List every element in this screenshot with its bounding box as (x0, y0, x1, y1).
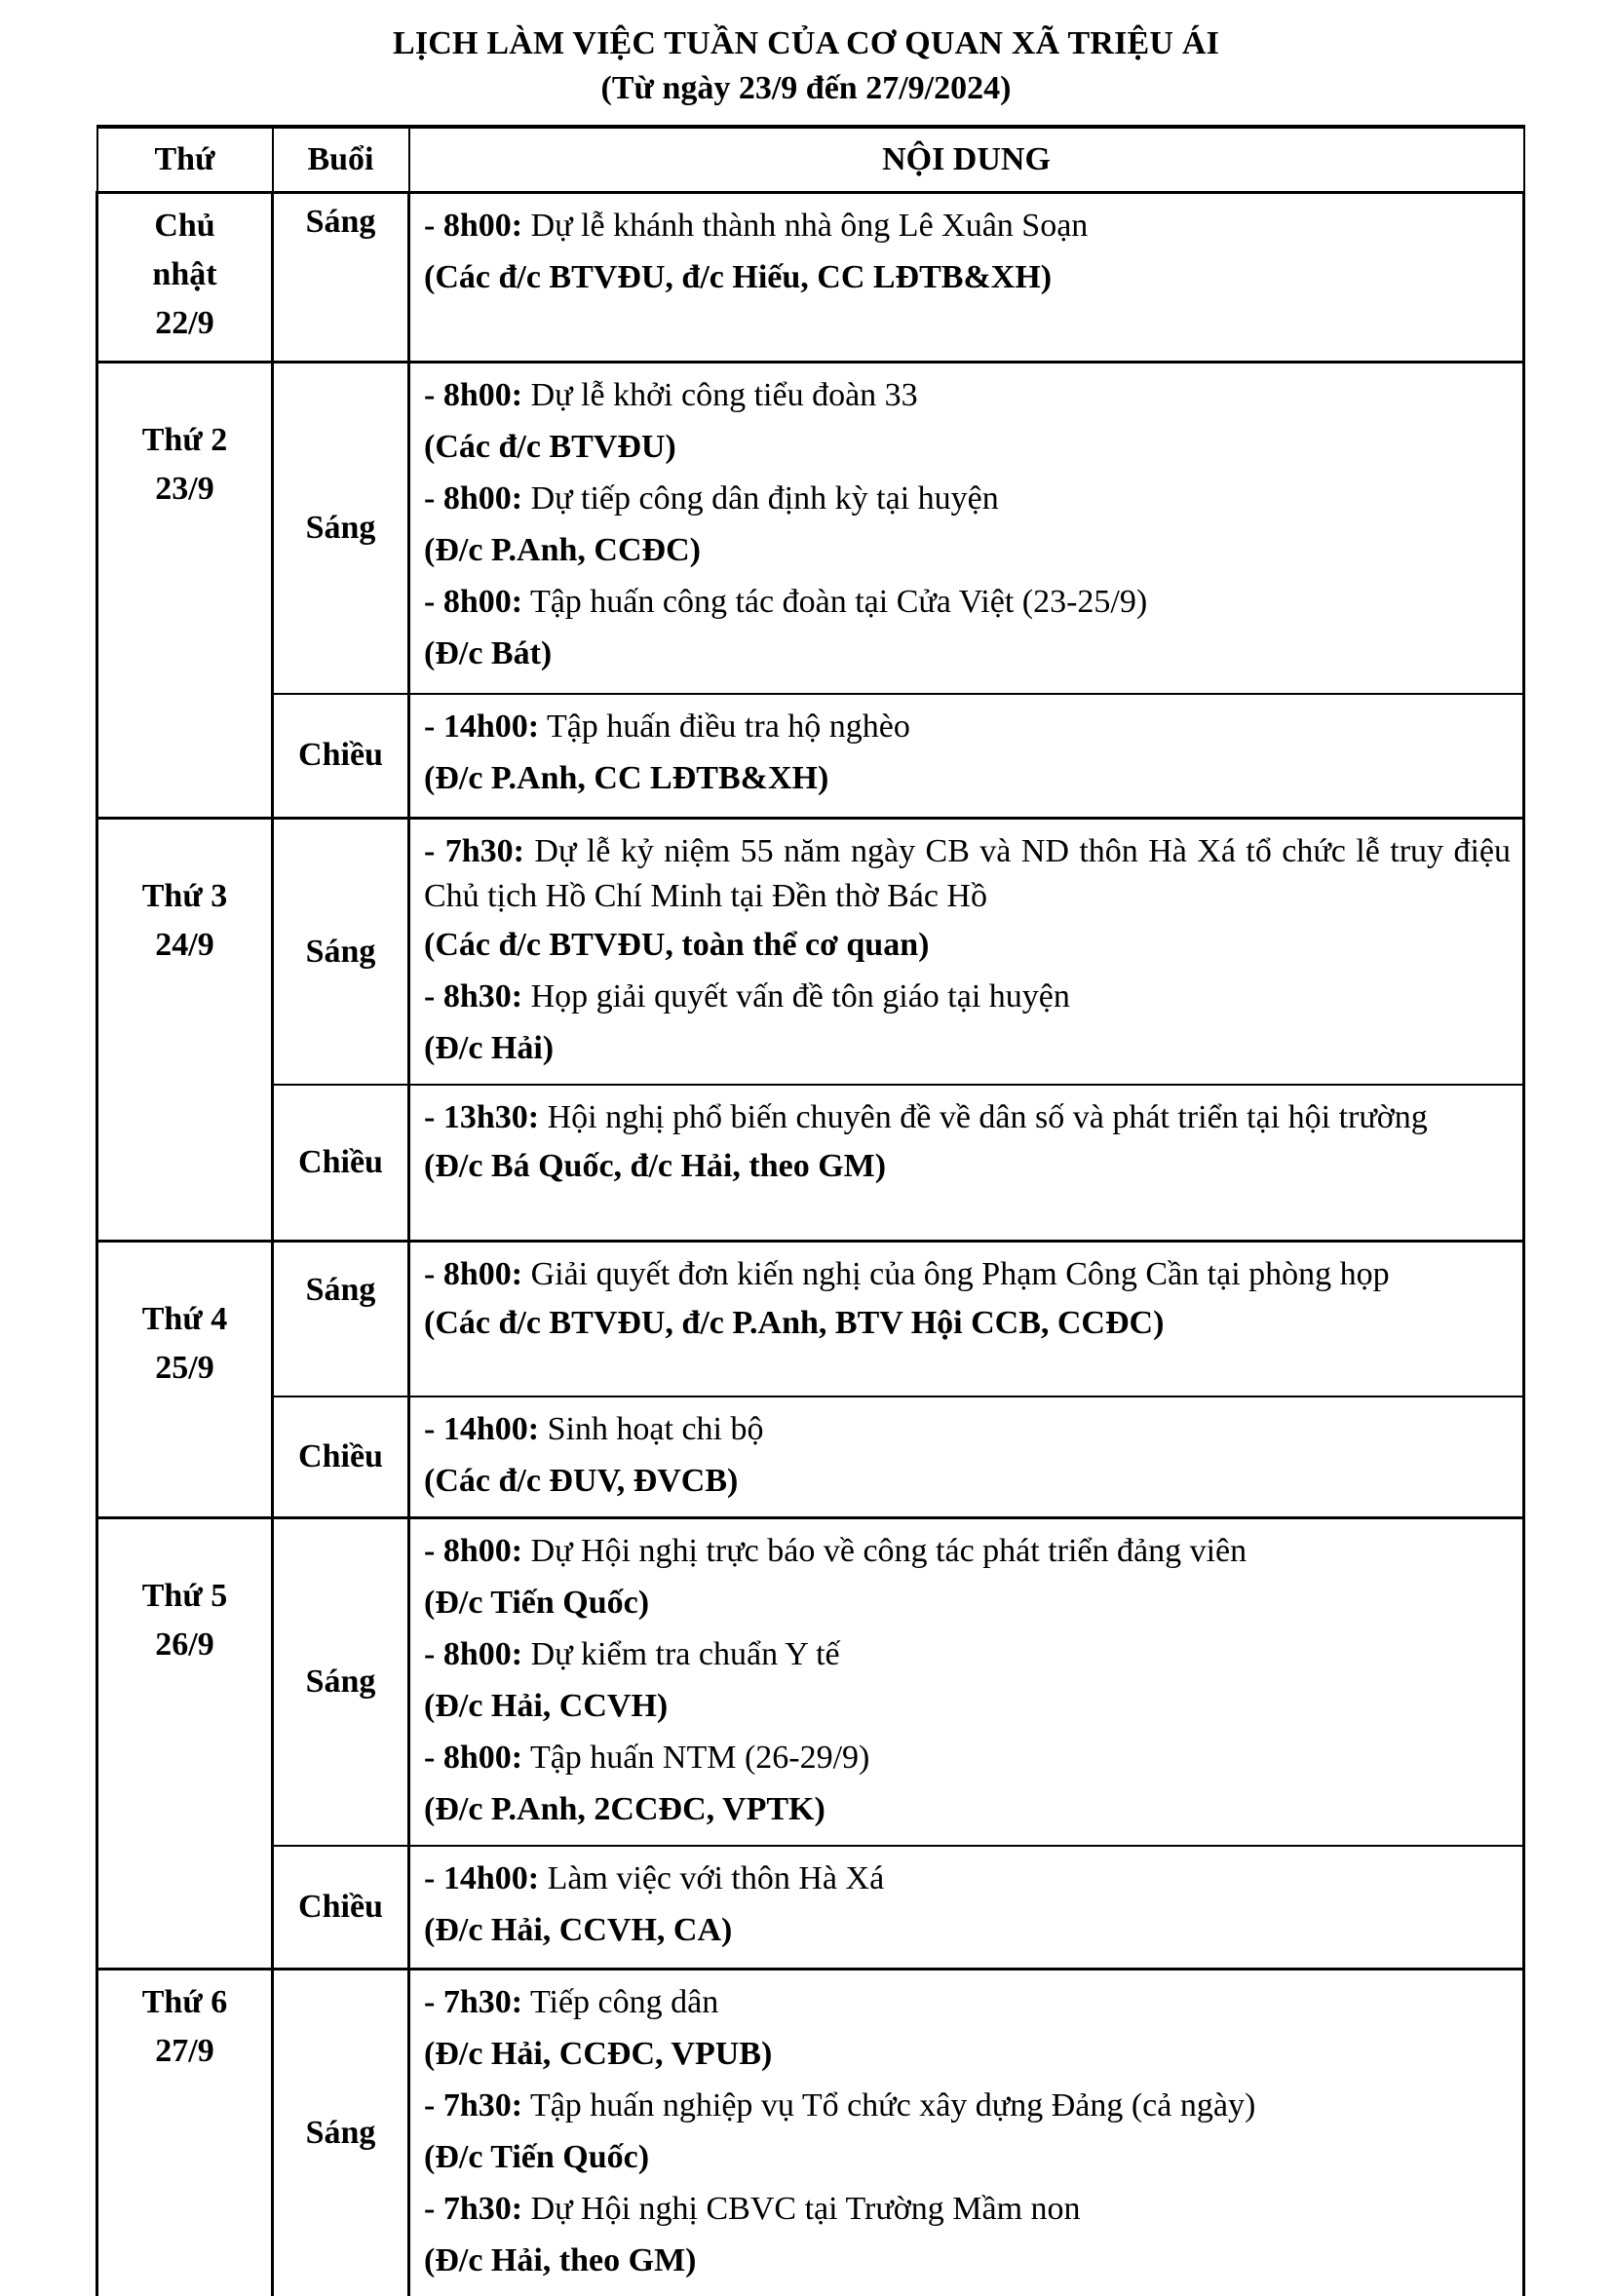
session-cell: Sáng (273, 1969, 409, 2296)
item-participants: (Đ/c Hải, CCĐC, VPUB) (424, 2035, 773, 2072)
content-cell (409, 193, 1524, 363)
day-name: Thứ 2 (141, 422, 228, 458)
item-description: Tập huấn điều tra hộ nghèo (539, 708, 910, 745)
day-cell (97, 193, 273, 363)
session-cell: Sáng (273, 1518, 409, 1847)
day-name: Thứ 3 (141, 878, 228, 914)
item-time: - 8h00: (424, 377, 523, 413)
list-item (424, 971, 1511, 1022)
item-participants: (Đ/c P.Anh, 2CCĐC, VPTK) (424, 1791, 825, 1827)
item-time: - 8h00: (424, 1255, 523, 1292)
item-participants: (Các đ/c BTVĐU, toàn thể cơ quan) (424, 927, 930, 963)
item-participants: (Đ/c Bát) (424, 635, 553, 671)
day-date: 24/9 (155, 927, 214, 963)
item-time: - 14h00: (424, 708, 540, 745)
list-item (424, 1403, 1511, 1455)
table-row (97, 363, 1524, 694)
item-time: - 14h00: (424, 1860, 540, 1896)
list-item (424, 200, 1511, 251)
column-header-day: Thứ (97, 127, 273, 193)
document-subtitle: (Từ ngày 23/9 đến 27/9/2024) (600, 70, 1012, 106)
item-participants: (Các đ/c BTVĐU) (424, 429, 676, 465)
item-participants: (Đ/c Hải, CCVH, CA) (424, 1912, 733, 1948)
list-item (424, 1732, 1511, 1783)
day-date: 22/9 (155, 305, 214, 341)
list-item (424, 369, 1511, 421)
item-description: Dự lễ kỷ niệm 55 năm ngày CB và ND thôn Hà Xá tổ chức lễ truy điệu Chủ tịch Hồ Chí Minh tại Đền thờ Bác Hồ (424, 833, 1511, 914)
list-item (424, 1976, 1511, 2028)
day-cell (97, 1969, 273, 2296)
day-cell (97, 819, 273, 1242)
item-time: - 8h00: (424, 208, 523, 244)
day-name: Thứ 6 (141, 1983, 228, 2020)
table-row (97, 193, 1524, 363)
item-participants: (Đ/c Hải, theo GM) (424, 2241, 697, 2278)
day-cell (97, 1241, 273, 1518)
content-cell (409, 1846, 1524, 1969)
table-header-row (97, 127, 1524, 193)
item-time: - 8h00: (424, 480, 523, 517)
item-participants: (Đ/c Tiến Quốc) (424, 2138, 650, 2175)
list-item (424, 1525, 1511, 1577)
table-row (97, 1969, 1524, 2296)
document-title: LỊCH LÀM VIỆC TUẦN CỦA CƠ QUAN XÃ TRIỆU ÁI (392, 25, 1220, 61)
list-item (424, 1853, 1511, 1904)
content-cell (409, 1397, 1524, 1518)
item-participants: (Đ/c P.Anh, CC LĐTB&XH) (424, 759, 829, 796)
day-name: nhật (152, 256, 217, 292)
item-description: Họp giải quyết vấn đề tôn giáo tại huyện (522, 978, 1070, 1014)
list-item (424, 1628, 1511, 1680)
item-participants: (Đ/c P.Anh, CCĐC) (424, 532, 701, 568)
table-row (97, 694, 1524, 819)
day-date: 27/9 (155, 2032, 214, 2069)
day-name: Thứ 4 (141, 1300, 228, 1337)
table-row (97, 819, 1524, 1086)
column-header-content: NỘI DUNG (409, 127, 1524, 193)
item-participants: (Đ/c Bá Quốc, đ/c Hải, theo GM) (424, 1148, 887, 1184)
item-time: - 8h00: (424, 584, 523, 620)
session-cell: Sáng (273, 1241, 409, 1397)
item-description: Dự Hội nghị CBVC tại Trường Mầm non (522, 2190, 1081, 2227)
item-time: - 8h00: (424, 1636, 523, 1672)
item-participants: (Đ/c Tiến Quốc) (424, 1585, 650, 1621)
item-description: Dự tiếp công dân định kỳ tại huyện (522, 480, 999, 517)
content-cell (409, 1969, 1524, 2296)
list-item (424, 701, 1511, 752)
item-description: Dự lễ khánh thành nhà ông Lê Xuân Soạn (522, 208, 1089, 244)
schedule-table (96, 125, 1525, 2296)
content-cell (409, 363, 1524, 694)
item-participants: (Các đ/c BTVĐU, đ/c P.Anh, BTV Hội CCB, CCĐC) (424, 1304, 1165, 1341)
item-time: - 8h30: (424, 978, 523, 1014)
session-cell: Sáng (273, 363, 409, 694)
item-time: - 8h00: (424, 1533, 523, 1569)
item-description: Dự lễ khởi công tiểu đoàn 33 (522, 377, 918, 413)
day-cell (97, 1518, 273, 1970)
item-participants: (Đ/c Hải, CCVH) (424, 1688, 669, 1724)
day-date: 23/9 (155, 471, 214, 507)
item-description: Tập huấn NTM (26-29/9) (522, 1740, 870, 1776)
session-cell: Sáng (273, 819, 409, 1086)
item-time: - 7h30: (424, 833, 524, 869)
table-row (97, 1241, 1524, 1397)
item-description: Hội nghị phổ biến chuyên đề về dân số và phát triển tại hội trường (539, 1099, 1428, 1135)
item-time: - 8h00: (424, 1740, 523, 1776)
item-time: - 7h30: (424, 1983, 523, 2020)
table-row (97, 1397, 1524, 1518)
item-description: Dự Hội nghị trực báo về công tác phát triển đảng viên (522, 1533, 1247, 1569)
table-row (97, 1846, 1524, 1969)
content-cell (409, 694, 1524, 819)
table-row (97, 1085, 1524, 1241)
content-cell (409, 1085, 1524, 1241)
content-cell (409, 819, 1524, 1086)
item-description: Làm việc với thôn Hà Xá (539, 1860, 885, 1896)
day-name: Chủ (154, 208, 215, 244)
session-cell: Chiều (273, 1846, 409, 1969)
item-participants: (Các đ/c BTVĐU, đ/c Hiếu, CC LĐTB&XH) (424, 259, 1053, 295)
item-participants: (Đ/c Hải) (424, 1030, 555, 1066)
list-item (424, 1091, 1511, 1140)
item-description: Dự kiểm tra chuẩn Y tế (522, 1636, 840, 1672)
session-cell: Sáng (273, 193, 409, 363)
content-cell (409, 1518, 1524, 1847)
document-header (0, 21, 1612, 111)
column-header-session: Buổi (273, 127, 409, 193)
day-cell (97, 363, 273, 819)
item-description: Tập huấn nghiệp vụ Tổ chức xây dựng Đảng (cả ngày) (522, 2086, 1256, 2124)
session-cell: Chiều (273, 1397, 409, 1518)
item-description: Giải quyết đơn kiến nghị của ông Phạm Công Cần tại phòng họp (522, 1255, 1390, 1292)
item-description: Tiếp công dân (522, 1983, 719, 2020)
content-cell (409, 1241, 1524, 1397)
day-date: 25/9 (155, 1349, 214, 1386)
list-item (424, 2183, 1511, 2235)
list-item (424, 2080, 1511, 2131)
table-row (97, 1518, 1524, 1847)
list-item (424, 473, 1511, 524)
item-time: - 14h00: (424, 1411, 540, 1447)
item-description: Sinh hoạt chi bộ (539, 1411, 764, 1447)
day-name: Thứ 5 (141, 1578, 228, 1614)
list-item (424, 1248, 1511, 1297)
session-cell: Chiều (273, 694, 409, 819)
item-time: - 7h30: (424, 2086, 523, 2124)
day-date: 26/9 (155, 1626, 214, 1663)
item-time: - 7h30: (424, 2190, 523, 2227)
list-item (424, 576, 1511, 628)
list-item (424, 825, 1511, 919)
item-participants: (Các đ/c ĐUV, ĐVCB) (424, 1463, 739, 1499)
item-time: - 13h30: (424, 1099, 540, 1135)
session-cell: Chiều (273, 1085, 409, 1241)
item-description: Tập huấn công tác đoàn tại Cửa Việt (23-25/9) (522, 584, 1148, 620)
